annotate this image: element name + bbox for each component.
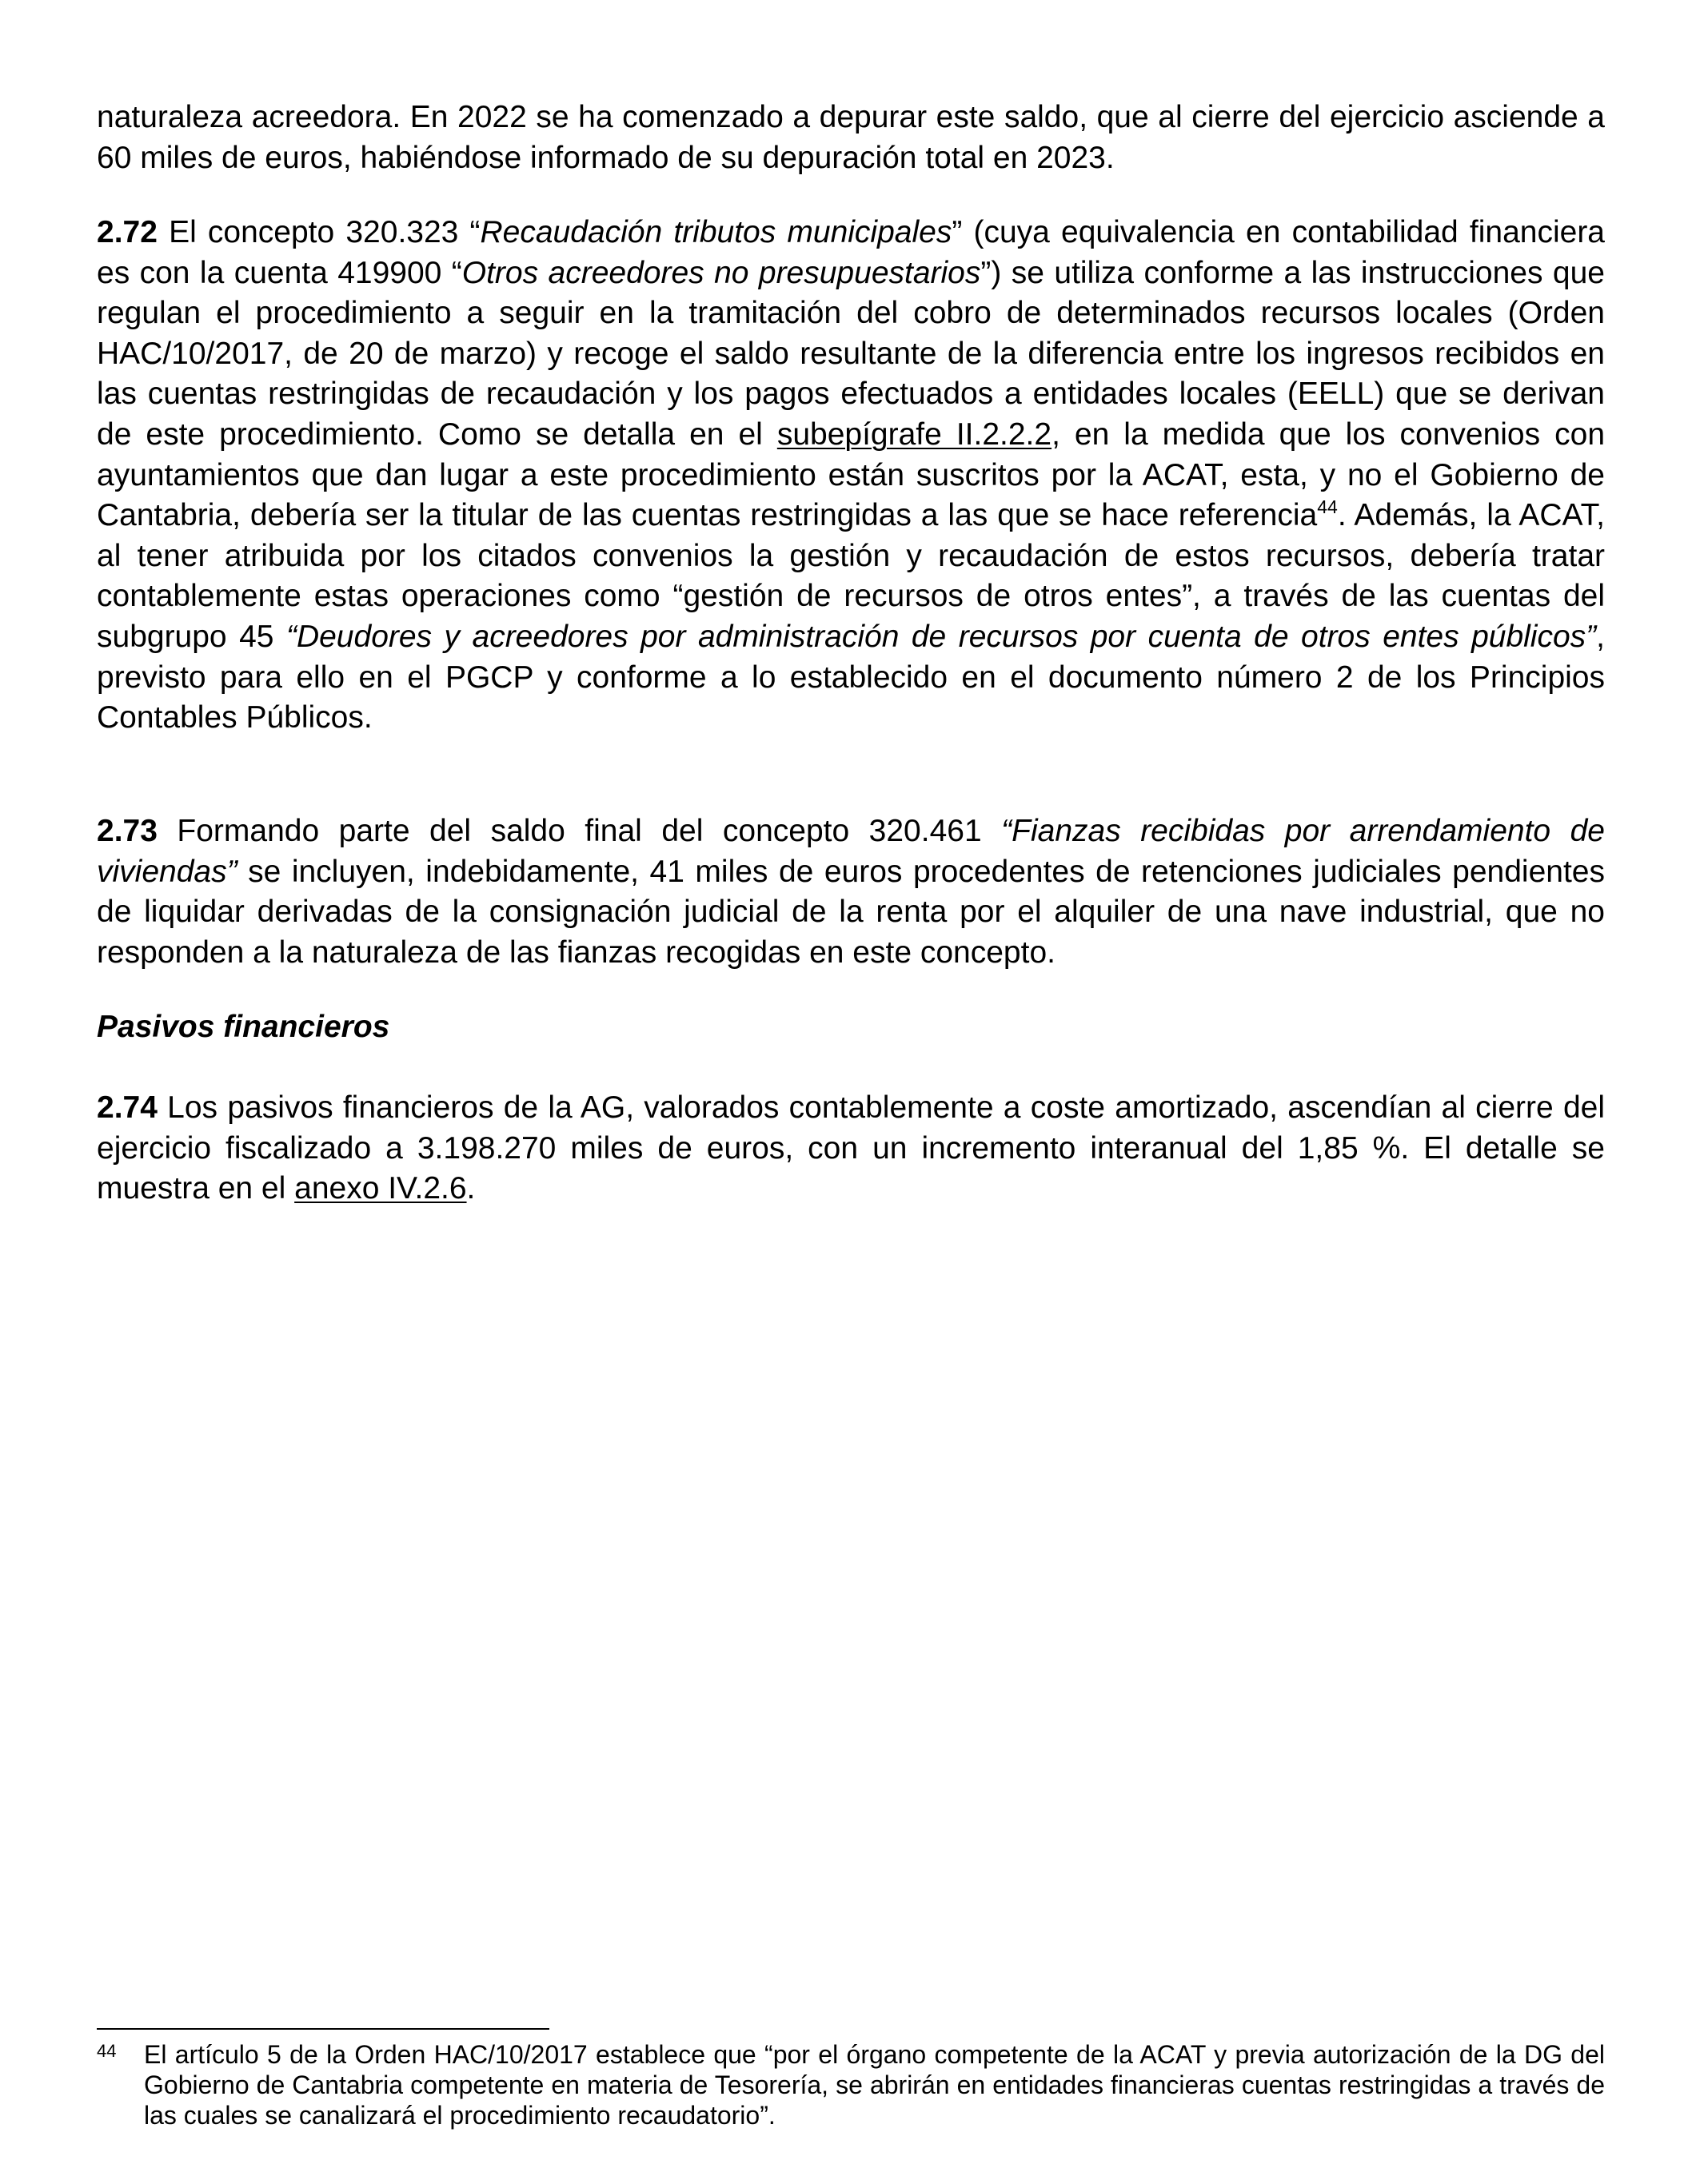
footnote — [97, 2039, 1605, 2130]
paragraph-2-72 — [97, 213, 1605, 739]
paragraph-text: , en la medida que los convenios con ayuntamientos que dan lugar a este procedimiento están suscritos por la ACAT, esta, y no el Gobierno de Cantabria, debería ser la titular de las cuentas restringidas a las que se hace referencia — [97, 416, 1606, 533]
anexo-link[interactable]: anexo IV.2.6 — [294, 1171, 467, 1206]
account-name: Otros acreedores no presupuestarios — [461, 255, 981, 290]
paragraph-text: ” (cuya equivalencia en contabilidad financiera es con la cuenta 419900 “ — [97, 215, 1606, 290]
paragraph-number: 2.74 — [97, 1090, 158, 1125]
paragraph-continued: naturaleza acreedora. En 2022 se ha comenzado a depurar este saldo, que al cierre del ejercicio asciende a 60 miles de euros, habiéndose informado de su depuración total en 2023. — [97, 100, 1605, 175]
paragraph-number: 2.73 — [97, 814, 158, 848]
paragraph-text: Los pasivos financieros de la AG, valorados contablemente a coste amortizado, ascendían al cierre del ejercicio fiscalizado a 3.198.270 miles de euros, con un incremento interanual del 1,85 %. El detalle se muestra en el — [97, 1090, 1605, 1206]
paragraph-text: El concepto 320.323 “ — [157, 215, 481, 249]
paragraph-text: Formando parte del saldo final del concepto 320.461 — [157, 814, 1002, 848]
paragraph-2-74 — [97, 1088, 1605, 1210]
paragraph-text: se incluyen, indebidamente, 41 miles de euros procedentes de retenciones judiciales pendientes de liquidar derivadas de la consignación judicial de la renta por el alquiler de una nave industrial, que no responden a la naturaleza de las fianzas recogidas en este concepto. — [97, 854, 1605, 970]
section-heading: Pasivos financieros — [97, 1010, 390, 1044]
subgroup-name: “Deudores y acreedores por administración de recursos por cuenta de otros entes públicos” — [285, 619, 1597, 654]
footnote-text: El artículo 5 de la Orden HAC/10/2017 establece que “por el órgano competente de la ACAT y previa autorización de la DG del Gobierno de Cantabria competente en materia de Tesorería, se abrirán en entidades financieras cuentas restringidas a través de las cuales se canalizará el procedimiento recaudatorio”. — [144, 2040, 1605, 2130]
footnote-number: 44 — [97, 2041, 117, 2061]
paragraph-text: , previsto para ello en el PGCP y conforme a lo establecido en el documento número 2 de los Principios Contables Públicos. — [97, 619, 1605, 735]
paragraph-number: 2.72 — [97, 215, 158, 249]
paragraph-text: . Además, la ACAT, al tener atribuida por los citados convenios la gestión y recaudación de estos recursos, debería tratar contablemente estas operaciones como “gestión de recursos de otros entes”, a través de las cuentas del subgrupo 45 — [97, 498, 1605, 654]
paragraph-2-73 — [97, 811, 1605, 973]
concept-name: “Fianzas recibidas por arrendamiento de viviendas” — [97, 814, 1605, 889]
concept-name: Recaudación tributos municipales — [480, 215, 952, 249]
footnote-separator — [97, 2028, 549, 2030]
paragraph-text: ”) se utiliza conforme a las instrucciones que regulan el procedimiento a seguir en la tramitación del cobro de determinados recursos locales (Orden HAC/10/2017, de 20 de marzo) y recoge el saldo resultante de la diferencia entre los ingresos recibidos en las cuentas restringidas de recaudación y los pagos efectuados a entidades locales (EELL) que se derivan de este procedimiento. Como se detalla en el — [97, 255, 1605, 452]
subepigrafe-link[interactable]: subepígrafe II.2.2.2 — [776, 416, 1052, 452]
paragraph-text: . — [466, 1171, 476, 1206]
footnote-reference[interactable]: 44 — [1317, 496, 1338, 518]
